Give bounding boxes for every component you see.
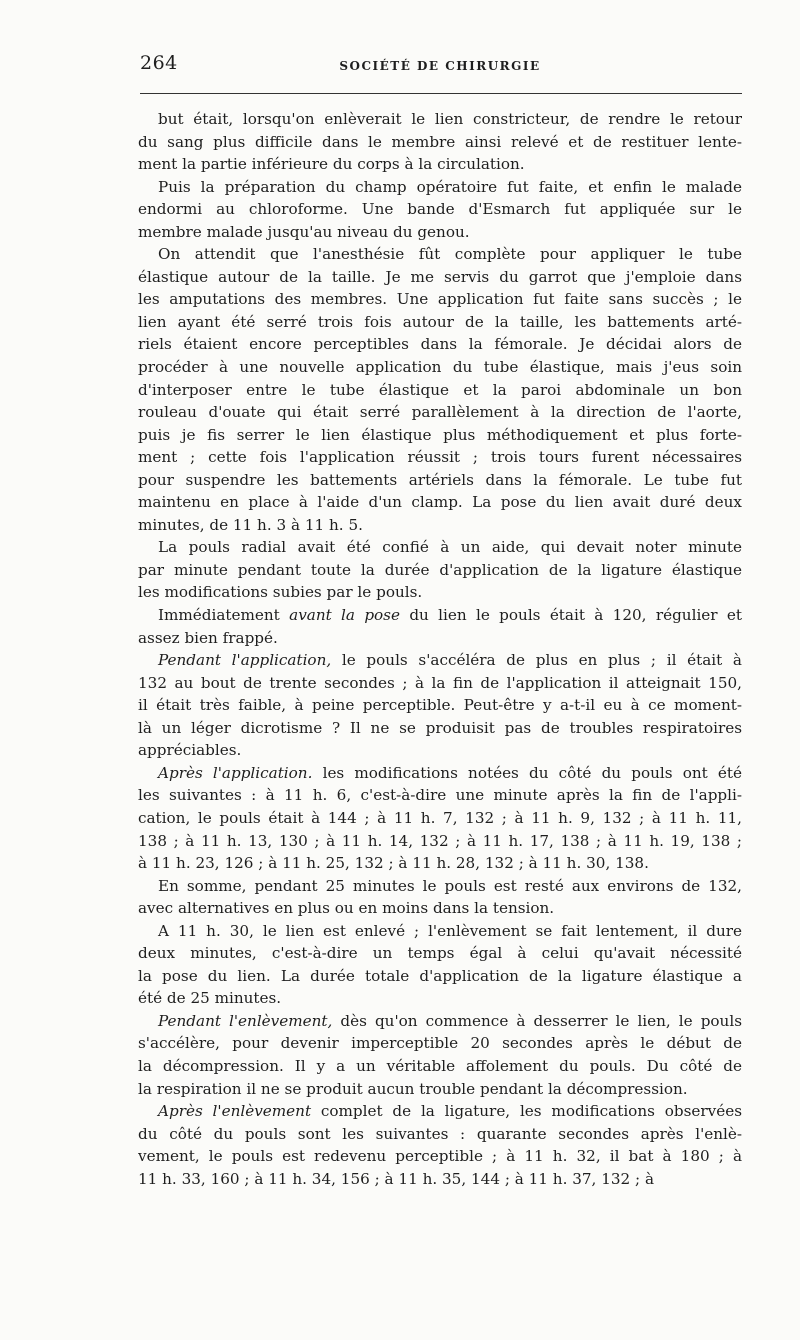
text-line: élastique autour de la taille. Je me servis du garrot que j'emploie dans xyxy=(138,267,742,286)
text-line: du sang plus difficile dans le membre ainsi relevé et de restituer lente- xyxy=(138,132,742,151)
text-line: la décompression. Il y a un véritable affolement du pouls. Du côté de xyxy=(138,1056,742,1075)
text-line: On attendit que l'anesthésie fût complète pour appliquer le tube xyxy=(158,245,742,264)
text-line: Après l'application. les modifications notées du côté du pouls ont été xyxy=(158,763,742,782)
text-line: les modifications subies par le pouls. xyxy=(138,583,423,602)
text-line: riels étaient encore perceptibles dans la fémorale. Je décidai alors de xyxy=(138,335,742,354)
text-line: cation, le pouls était à 144 ; à 11 h. 7, 132 ; à 11 h. 9, 132 ; à 11 h. 11, xyxy=(138,808,742,827)
paragraph xyxy=(138,1100,742,1190)
text-line: but était, lorsqu'on enlèverait le lien constricteur, de rendre le retour xyxy=(158,110,742,128)
text-line: appréciables. xyxy=(138,741,242,760)
text-line: ment ; cette fois l'application réussit ; trois tours furent nécessaires xyxy=(138,448,742,467)
header-rule xyxy=(140,93,742,94)
text-line: lien ayant été serré trois fois autour de la taille, les battements arté- xyxy=(138,312,742,331)
italic-phrase: Pendant l'enlèvement, xyxy=(158,1011,333,1030)
text-line: s'accélère, pour devenir imperceptible 20 secondes après le début de xyxy=(138,1034,742,1053)
text-line: là un léger dicrotisme ? Il ne se produisit pas de troubles respiratoires xyxy=(138,718,742,737)
text-line: 132 au bout de trente secondes ; à la fin de l'application il atteignait 150, xyxy=(138,673,742,692)
text-line: la pose du lien. La durée totale d'application de la ligature élastique a xyxy=(138,966,742,985)
text-line: 11 h. 33, 160 ; à 11 h. 34, 156 ; à 11 h. 35, 144 ; à 11 h. 37, 132 ; à xyxy=(138,1169,655,1188)
paragraph xyxy=(138,1010,742,1100)
paragraph xyxy=(138,762,742,875)
text-line: minutes, de 11 h. 3 à 11 h. 5. xyxy=(138,515,363,534)
text-line: à 11 h. 23, 126 ; à 11 h. 25, 132 ; à 11 h. 28, 132 ; à 11 h. 30, 138. xyxy=(138,854,649,873)
paragraph xyxy=(138,875,742,920)
paragraph xyxy=(138,176,742,244)
text-line: la respiration il ne se produit aucun trouble pendant la décompression. xyxy=(138,1079,688,1098)
text-line: 138 ; à 11 h. 13, 130 ; à 11 h. 14, 132 ; à 11 h. 17, 138 ; à 11 h. 19, 138 ; xyxy=(138,831,742,850)
text-line: Pendant l'enlèvement, dès qu'on commence à desserrer le lien, le pouls xyxy=(158,1011,742,1030)
text-line: du côté du pouls sont les suivantes : quarante secondes après l'enlè- xyxy=(138,1124,742,1143)
text-line: procéder à une nouvelle application du tube élastique, mais j'eus soin xyxy=(138,358,742,377)
text-line: endormi au chloroforme. Une bande d'Esmarch fut appliquée sur le xyxy=(138,200,742,219)
text-line: pour suspendre les battements artériels dans la fémorale. Le tube fut xyxy=(138,470,742,489)
paragraph xyxy=(138,920,742,1010)
page-header xyxy=(140,50,740,80)
paragraph xyxy=(138,604,742,649)
text-line: les amputations des membres. Une application fut faite sans succès ; le xyxy=(138,290,742,309)
text-line: ment la partie inférieure du corps à la circulation. xyxy=(138,155,525,174)
paragraph xyxy=(138,536,742,604)
text-line: assez bien frappé. xyxy=(138,628,278,647)
text-line: puis je fis serrer le lien élastique plus méthodiquement et plus forte- xyxy=(138,425,742,444)
text-line: Immédiatement avant la pose du lien le pouls était à 120, régulier et xyxy=(158,606,742,625)
text-line: avec alternatives en plus ou en moins dans la tension. xyxy=(138,899,555,918)
text-line: été de 25 minutes. xyxy=(138,989,282,1008)
paragraph xyxy=(138,108,742,176)
text-line: maintenu en place à l'aide d'un clamp. La pose du lien avait duré deux xyxy=(138,493,742,512)
paragraph xyxy=(138,243,742,536)
text-line: deux minutes, c'est-à-dire un temps égal à celui qu'avait nécessité xyxy=(138,944,742,963)
text-line: En somme, pendant 25 minutes le pouls est resté aux environs de 132, xyxy=(158,876,742,895)
text-line: Pendant l'application, le pouls s'accéléra de plus en plus ; il était à xyxy=(158,651,742,670)
text-line: La pouls radial avait été confié à un aide, qui devait noter minute xyxy=(158,538,742,557)
text-line: vement, le pouls est redevenu perceptible ; à 11 h. 32, il bat à 180 ; à xyxy=(138,1147,742,1166)
page-number: 264 xyxy=(140,52,178,74)
italic-phrase: avant la pose xyxy=(289,606,400,625)
italic-phrase: Après l'enlèvement xyxy=(158,1102,312,1121)
text-line: rouleau d'ouate qui était serré parallèlement à la direction de l'aorte, xyxy=(138,403,742,422)
running-head: SOCIÉTÉ DE CHIRURGIE xyxy=(339,59,541,73)
text-line: Après l'enlèvement complet de la ligature, les modifications observées xyxy=(158,1102,742,1121)
body-text xyxy=(138,108,742,1190)
paragraph xyxy=(138,649,742,762)
text-line: par minute pendant toute la durée d'application de la ligature élastique xyxy=(138,560,742,579)
text-line: les suivantes : à 11 h. 6, c'est-à-dire une minute après la fin de l'appli- xyxy=(138,786,742,805)
text-line: il était très faible, à peine perceptible. Peut-être y a-t-il eu à ce moment- xyxy=(138,696,742,715)
italic-phrase: Pendant l'application, xyxy=(158,651,332,670)
text-line: Puis la préparation du champ opératoire fut faite, et enfin le malade xyxy=(158,177,742,196)
text-line: d'interposer entre le tube élastique et la paroi abdominale un bon xyxy=(138,380,742,399)
text-line: A 11 h. 30, le lien est enlevé ; l'enlèvement se fait lentement, il dure xyxy=(158,921,742,940)
text-line: membre malade jusqu'au niveau du genou. xyxy=(138,222,470,241)
italic-phrase: Après l'application. xyxy=(158,763,313,782)
